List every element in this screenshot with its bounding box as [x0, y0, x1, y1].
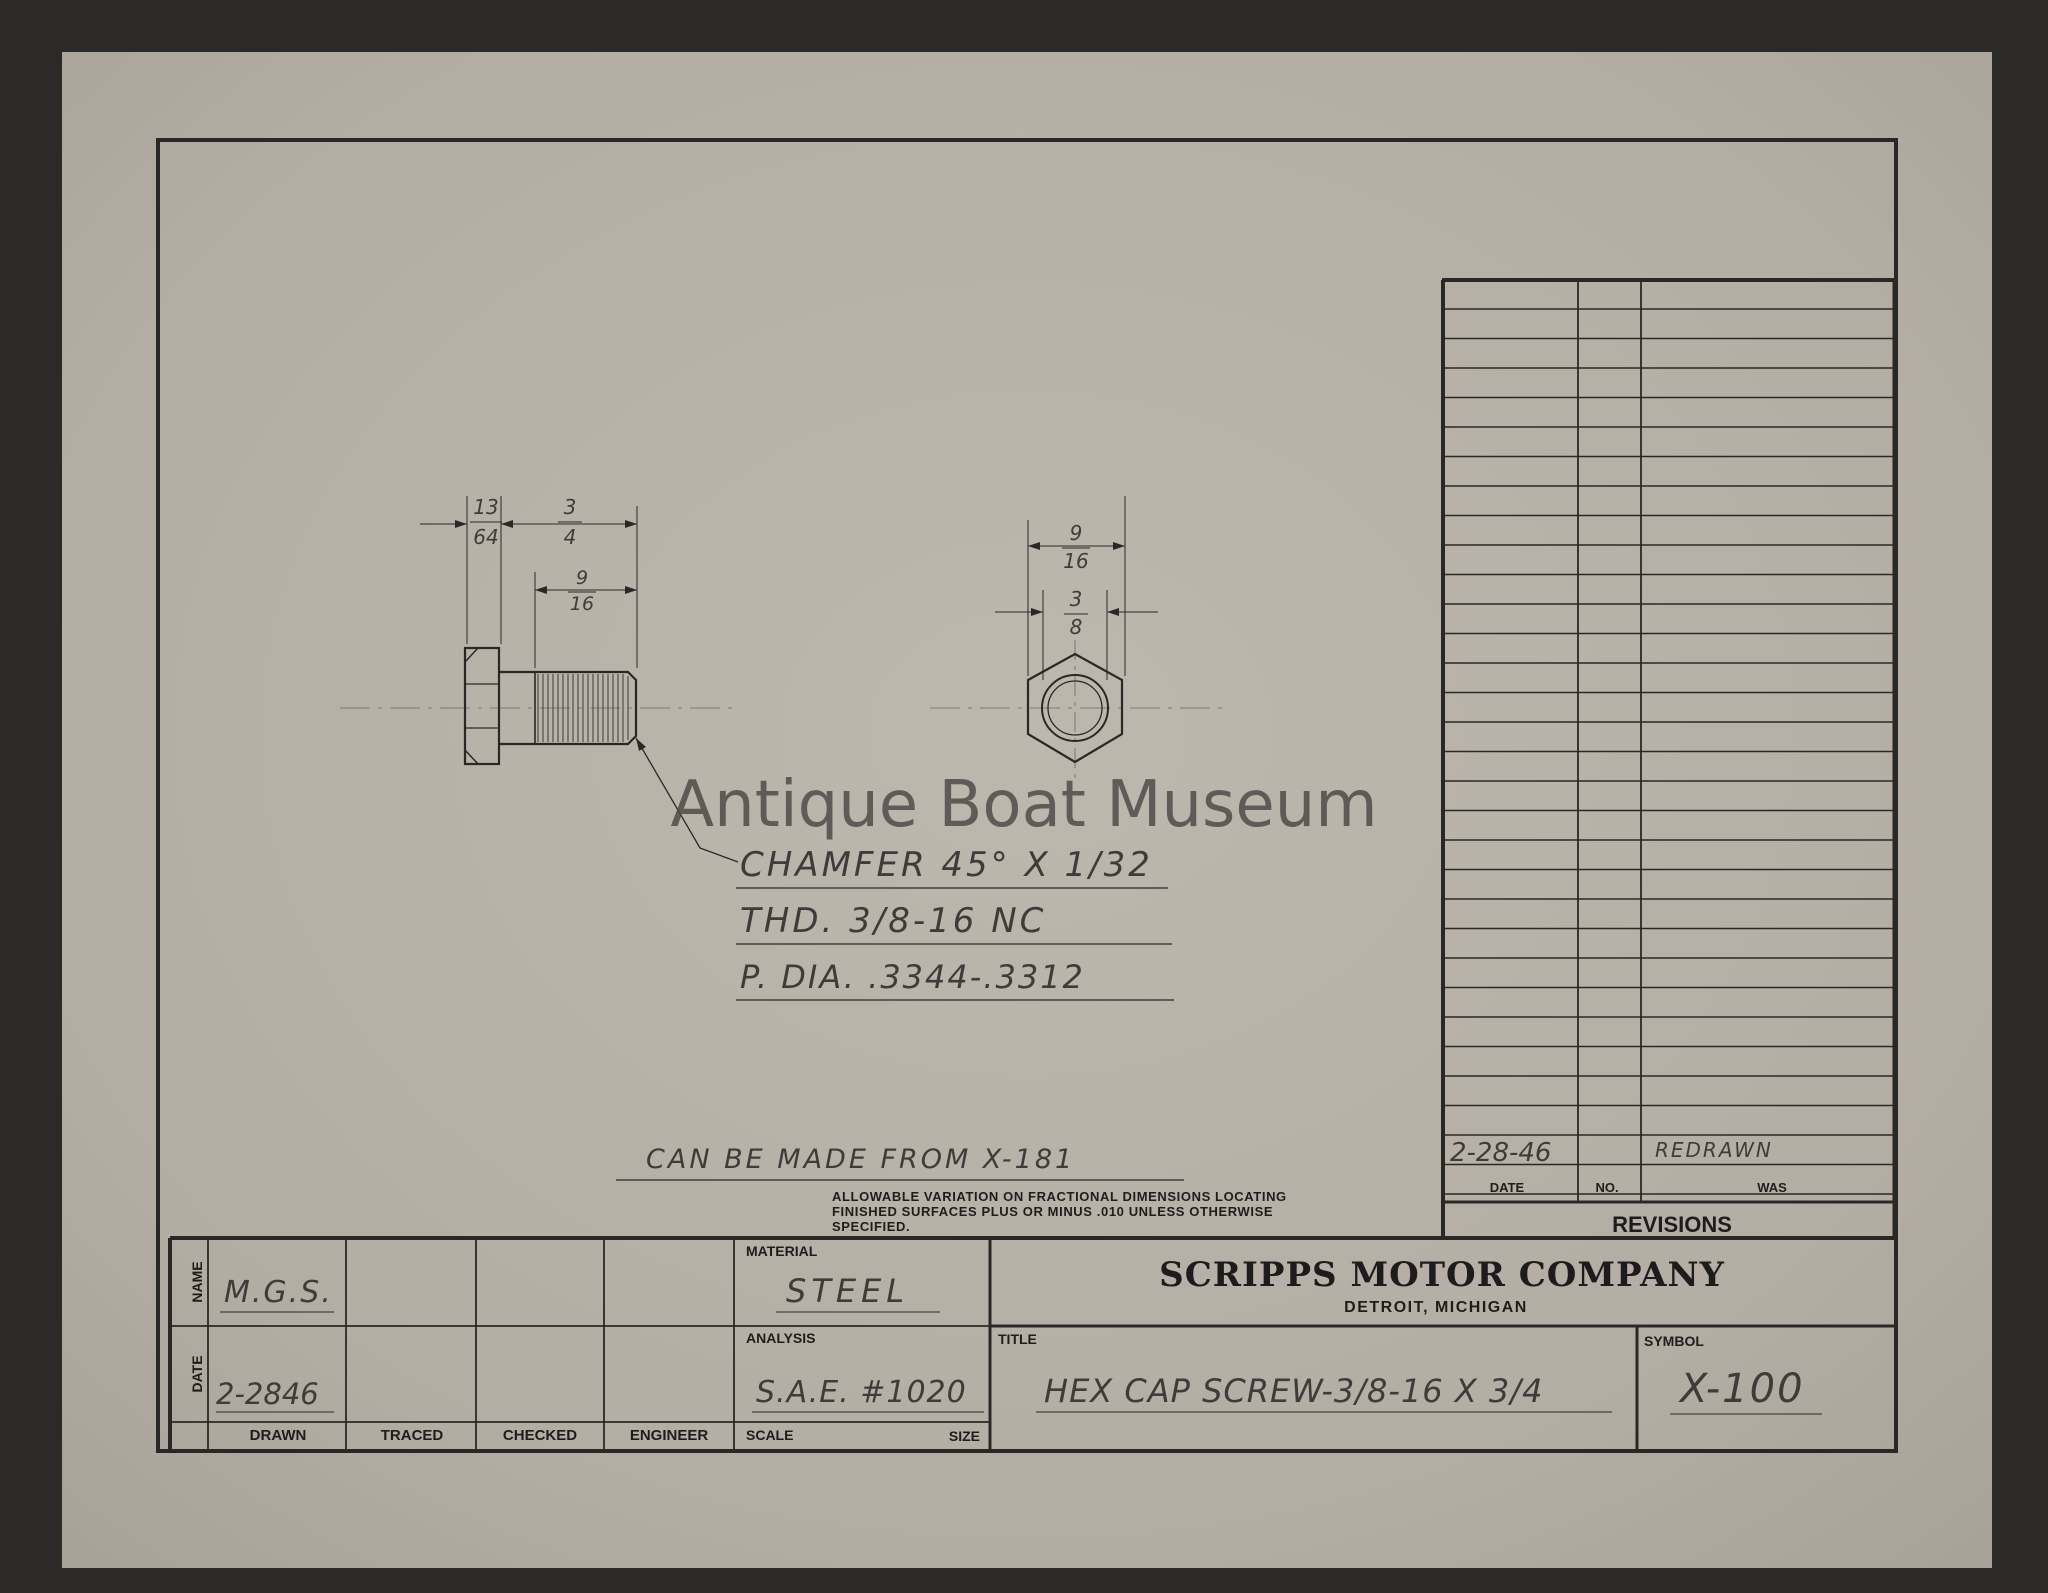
dim-head-numerator: 13: [473, 495, 499, 519]
dim-head-denominator: 64: [473, 525, 499, 549]
tolerance-note-line-3: SPECIFIED.: [832, 1219, 911, 1234]
museum-watermark: Antique Boat Museum: [670, 768, 1378, 842]
revision-col-date: DATE: [1489, 1180, 1525, 1195]
dim-bore-numerator: 3: [1069, 587, 1083, 611]
dim-length-numerator: 3: [563, 495, 577, 519]
note-made-from: CAN BE MADE FROM X-181: [646, 1144, 1076, 1175]
drawn-by-value: M.G.S.: [224, 1275, 333, 1310]
note-chamfer: CHAMFER 45° X 1/32: [740, 845, 1153, 885]
drawn-date-value: 2-2846: [216, 1377, 319, 1411]
analysis-value: S.A.E. #1020: [756, 1375, 967, 1410]
col-drawn: DRAWN: [249, 1427, 307, 1444]
dim-hex-numerator: 9: [1069, 521, 1083, 545]
row-label-name: NAME: [189, 1261, 205, 1303]
col-checked: CHECKED: [502, 1427, 578, 1444]
revisions-title: REVISIONS: [1612, 1212, 1732, 1237]
scale-label: SCALE: [746, 1427, 794, 1443]
dim-hex-denominator: 16: [1063, 549, 1089, 573]
row-label-date: DATE: [189, 1355, 205, 1393]
size-label: SIZE: [948, 1428, 980, 1444]
title-label: TITLE: [998, 1331, 1037, 1347]
col-engineer: ENGINEER: [629, 1427, 709, 1444]
col-traced: TRACED: [380, 1427, 444, 1444]
dim-thread-denominator: 16: [569, 593, 595, 615]
dim-bore-denominator: 8: [1069, 615, 1083, 639]
material-value: STEEL: [786, 1272, 910, 1310]
analysis-label: ANALYSIS: [746, 1330, 816, 1346]
dim-thread-numerator: 9: [575, 567, 589, 589]
revision-date-value: 2-28-46: [1450, 1138, 1552, 1168]
symbol-value: X-100: [1680, 1366, 1805, 1412]
tolerance-note-line-2: FINISHED SURFACES PLUS OR MINUS .010 UNLESS OTHERWISE: [832, 1204, 1274, 1219]
dim-length-denominator: 4: [563, 525, 577, 549]
company-name: SCRIPPS MOTOR COMPANY: [1159, 1255, 1725, 1295]
note-thread: THD. 3/8-16 NC: [740, 901, 1047, 941]
symbol-label: SYMBOL: [1644, 1333, 1704, 1349]
note-pitch-diameter: P. DIA. .3344-.3312: [740, 958, 1085, 996]
material-label: MATERIAL: [746, 1243, 818, 1259]
title-value: HEX CAP SCREW-3/8-16 X 3/4: [1044, 1372, 1544, 1410]
revision-col-was: WAS: [1757, 1180, 1787, 1195]
revision-was-value: REDRAWN: [1655, 1138, 1773, 1162]
company-location: DETROIT, MICHIGAN: [1344, 1299, 1528, 1316]
tolerance-note-line-1: ALLOWABLE VARIATION ON FRACTIONAL DIMENSIONS LOCATING: [832, 1189, 1287, 1204]
revision-col-no: NO.: [1595, 1180, 1619, 1195]
